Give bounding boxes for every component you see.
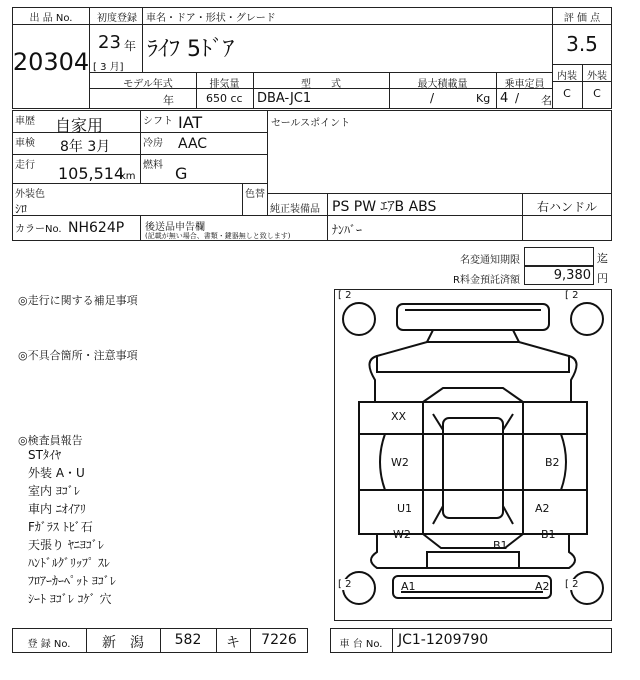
first-registration-label: 初度登録: [97, 13, 137, 24]
car-diagram: [334, 289, 612, 621]
fuel-value: G: [175, 164, 188, 183]
car-outline-drawing: [335, 290, 611, 620]
inspector-line: 室内 ﾖｺﾞﾚ: [28, 484, 80, 498]
exterior-grade: C: [593, 87, 601, 100]
max-load-slash: /: [430, 91, 435, 105]
defects-heading: ◎不具合箇所・注意事項: [18, 349, 138, 362]
sales-point-label: セールスポイント: [271, 118, 351, 129]
registration-serial: 7226: [261, 632, 297, 648]
genuine-equipment-value: PS PW ｴｱB ABS: [332, 199, 437, 215]
post-report-value: ﾅﾝﾊﾞｰ: [332, 223, 363, 237]
inspector-line: ﾌﾛｱｰｶｰﾍﾟｯﾄ ﾖｺﾞﾚ: [28, 574, 116, 588]
inspection-label: 車検: [15, 138, 35, 149]
history-label: 車歴: [15, 116, 35, 127]
car-name-label: 車名・ドア・形状・グレード: [146, 13, 276, 24]
capacity-slash: /: [515, 91, 520, 105]
model-year-unit: 年: [163, 94, 174, 107]
registration-number-label: 登 録 No.: [27, 639, 71, 650]
capacity-label: 乗車定員: [504, 79, 545, 90]
interior-label: 内装: [557, 71, 577, 82]
damage-mark-b1-right: B1: [541, 528, 556, 541]
tire-tread-top-left: [ 2: [338, 290, 352, 301]
chassis-number-value: JC1-1209790: [398, 632, 489, 648]
displacement-value: 650 cc: [206, 92, 243, 105]
registration-year: 23: [98, 32, 121, 53]
shift-value: IAT: [178, 113, 203, 132]
registration-year-unit: 年: [124, 39, 137, 53]
interior-grade: C: [563, 87, 571, 100]
recycle-fee-value: 9,380: [553, 268, 591, 283]
recycle-fee-label: R料金預託済額: [453, 275, 520, 286]
damage-mark-a2-bumper: A2: [535, 580, 550, 593]
damage-mark-b1-center: B1: [493, 539, 508, 552]
registration-month: [ 3 月]: [93, 62, 124, 73]
exterior-label: 外装: [587, 71, 607, 82]
recycle-fee-unit: 円: [597, 272, 608, 285]
inspector-line: ﾊﾝﾄﾞﾙｸﾞﾘｯﾌﾟ ｽﾚ: [28, 556, 110, 570]
max-load-unit: Kg: [476, 92, 491, 105]
lot-number-label: 出 品 No.: [29, 13, 73, 24]
inspector-line: 外装 A・U: [28, 466, 85, 480]
damage-mark-w2-lower: W2: [393, 528, 411, 541]
registration-region: 新 潟: [102, 635, 144, 651]
mileage-unit: km: [120, 171, 136, 182]
lot-number: 20304: [12, 48, 90, 76]
capacity-unit: 名: [541, 94, 552, 107]
color-number-value: NH624P: [68, 220, 125, 236]
tire-tread-bottom-left: [ 2: [338, 579, 352, 590]
model-code-label: 型 式: [301, 79, 341, 90]
inspection-value: 8年 3月: [60, 139, 111, 155]
car-name: ﾗｲﾌ 5ﾄﾞｱ: [147, 37, 234, 62]
mileage-label: 走行: [15, 160, 35, 171]
ac-label: 冷房: [143, 138, 163, 149]
damage-mark-xx: XX: [391, 410, 407, 423]
inspector-line: Fｶﾞﾗｽ ﾄﾋﾞ石: [28, 520, 93, 534]
tire-tread-bottom-right: [ 2: [565, 579, 579, 590]
damage-mark-b2-right: B2: [545, 456, 560, 469]
name-change-label: 名変通知期限: [460, 255, 520, 266]
max-load-label: 最大積載量: [417, 79, 468, 90]
inspector-line: ｼｰﾄ ﾖｺﾞﾚ ｺｹﾞ 穴: [28, 592, 112, 606]
displacement-label: 排気量: [209, 79, 240, 90]
steering-value: 右ハンドル: [536, 200, 597, 214]
exterior-color-label: 外装色: [15, 189, 45, 200]
post-report-note: (記載が無い場合、書類・鍵器無しと致します): [145, 232, 291, 240]
damage-mark-w2-left: W2: [391, 456, 409, 469]
score-value: 3.5: [566, 32, 598, 56]
damage-mark-a1-bumper: A1: [401, 580, 416, 593]
post-report-label: 後送品申告欄: [145, 222, 205, 233]
inspector-line: 天張り ﾔﾆﾖｺﾞﾚ: [28, 538, 104, 552]
inspector-report-heading: ◎検査員報告: [18, 434, 83, 447]
name-change-box: [524, 247, 594, 266]
exterior-color-value: ｼﾛ: [15, 202, 28, 216]
color-change-label: 色替: [245, 189, 265, 200]
damage-mark-a2-right: A2: [535, 502, 550, 515]
registration-class: 582: [174, 632, 202, 648]
shift-label: シフト: [143, 116, 173, 127]
model-year-label: モデル年式: [123, 79, 173, 90]
model-code: DBA-JC1: [257, 91, 312, 106]
inspector-line: 車内 ﾆｵｲｱﾘ: [28, 502, 86, 516]
ac-value: AAC: [178, 136, 208, 152]
score-label: 評 価 点: [563, 13, 601, 24]
color-number-label: カラーNo.: [15, 224, 62, 235]
inspector-line: STﾀｲﾔ: [28, 448, 61, 462]
damage-mark-u1: U1: [397, 502, 413, 515]
chassis-number-label: 車 台 No.: [339, 639, 383, 650]
mileage-value: 105,514: [58, 164, 125, 183]
capacity-value: 4: [500, 91, 509, 106]
name-change-unit: 迄: [597, 252, 608, 265]
driving-notes-heading: ◎走行に関する補足事項: [18, 294, 138, 307]
history-value: 自家用: [55, 116, 104, 135]
fuel-label: 燃料: [143, 160, 163, 171]
tire-tread-top-right: [ 2: [565, 290, 579, 301]
genuine-equipment-label: 純正装備品: [270, 204, 320, 215]
registration-kana: キ: [226, 635, 240, 651]
inspector-report-list: [28, 446, 208, 608]
